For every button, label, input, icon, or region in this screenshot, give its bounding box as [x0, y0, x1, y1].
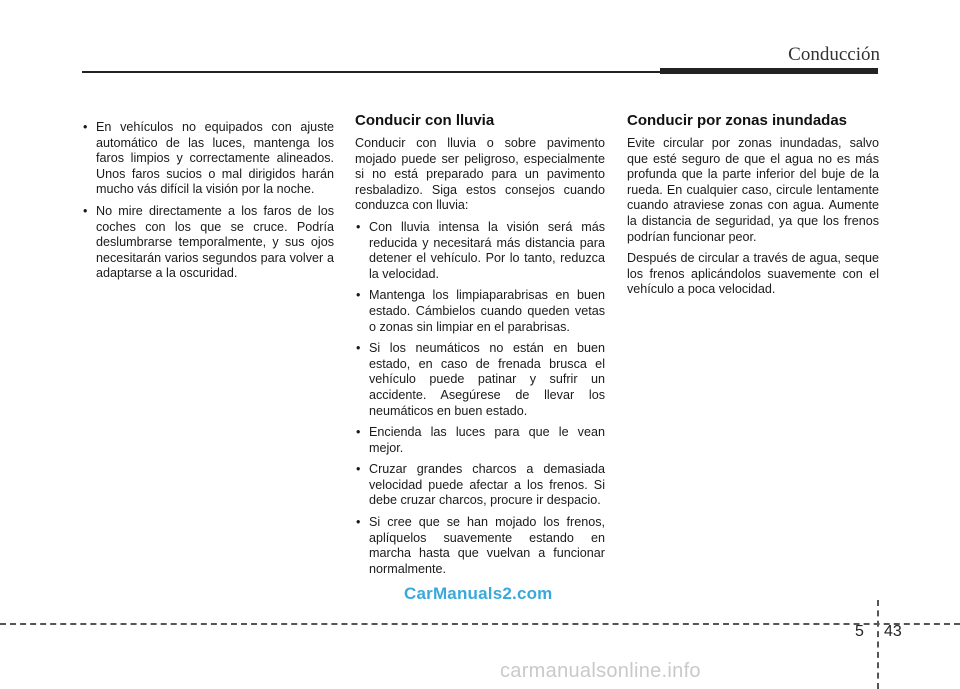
watermark-link[interactable]: CarManuals2.com — [404, 584, 553, 603]
section-heading-flooded: Conducir por zonas inundadas — [627, 112, 848, 129]
list-item: • Mantenga los limpiaparabrisas en buen estado. Cámbielos cuando queden vetas o zonas sin limpiar en el parabrisas. — [355, 288, 605, 335]
list-item: • Si cree que se han mojado los frenos, aplíquelos suavemente estando en marcha hasta que vuelvan a funcionar normalmente. — [355, 515, 605, 577]
list-item: • No mire directamente a los faros de los coches con los que se cruce. Podría deslumbrarse temporalmente, y sus ojos necesitarán varios segundos para volver a adaptarse a la oscuridad. — [82, 204, 334, 282]
column-2 — [355, 112, 605, 583]
paragraph: Después de circular a través de agua, seque los frenos aplicándolos suavemente con el vehículo a poca velocidad. — [627, 251, 879, 297]
footer-site-watermark: carmanualsonline.info — [500, 660, 701, 682]
bullet-list — [355, 220, 605, 577]
page-header-title: Conducción — [788, 44, 880, 65]
bullet-list — [82, 120, 334, 282]
section-heading-rain: Conducir con lluvia — [355, 112, 495, 129]
list-item: • Si los neumáticos no están en buen estado, en caso de frenada brusca el vehículo puede patinar y sufrir un accidente. Asegúrese de llevar los neumáticos en buen estado. — [355, 341, 605, 419]
column-1 — [82, 120, 334, 288]
list-item: • Cruzar grandes charcos a demasiada velocidad puede afectar a los frenos. Si debe cruzar charcos, procure ir despacio. — [355, 462, 605, 509]
page-number: 43 — [884, 623, 902, 640]
chapter-number: 5 — [855, 623, 864, 640]
section-intro: Conducir con lluvia o sobre pavimento mojado puede ser peligroso, especialmente si no está preparado para un pavimento resbaladizo. Siga estos consejos cuando conduzca con lluvia: — [355, 136, 605, 213]
header-rule-thin — [82, 71, 660, 73]
header-rule-thick — [660, 68, 878, 74]
column-3 — [627, 112, 879, 304]
list-item: • En vehículos no equipados con ajuste automático de las luces, mantenga los faros limpios y correctamente alineados. Unos faros sucios o mal dirigidos harán mucho vás difícil la visión por la noche. — [82, 120, 334, 198]
list-item: • Encienda las luces para que le vean mejor. — [355, 425, 605, 456]
paragraph: Evite circular por zonas inundadas, salvo que esté seguro de que el agua no es más profunda que la parte inferior del buje de la rueda. En cualquier caso, circule lentamente cuando atraviese zonas con agua. Aumente la distancia de seguridad, ya que los frenos podrían funcionar peor. — [627, 136, 879, 244]
footer-dashed-rule — [0, 623, 960, 625]
list-item: • Con lluvia intensa la visión será más reducida y necesitará más distancia para detener el vehículo. Por lo tanto, reduzca la velocidad. — [355, 220, 605, 282]
footer-vertical-rule — [877, 600, 879, 689]
